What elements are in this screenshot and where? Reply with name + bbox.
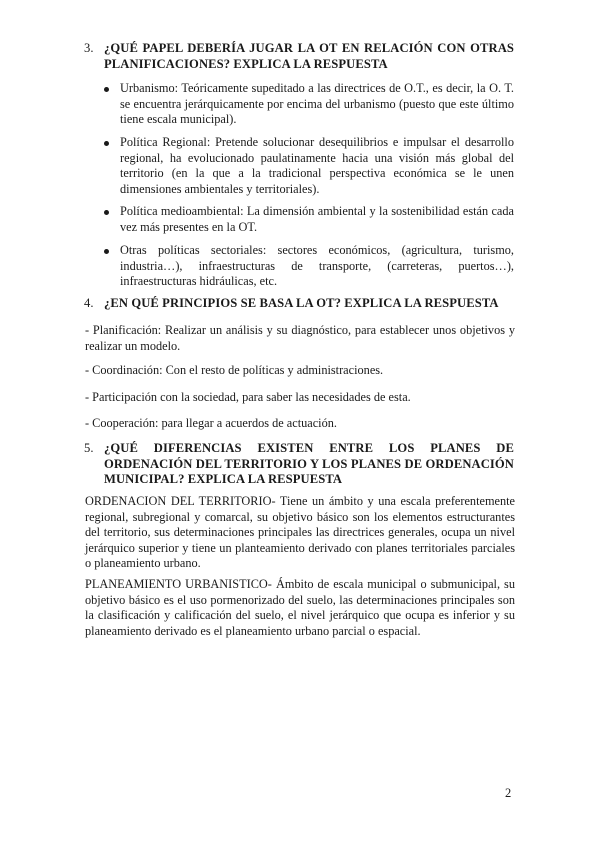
section-3-heading (84, 41, 514, 72)
bullet-dot-icon (104, 210, 109, 215)
section-5-title: ¿QUÉ DIFERENCIAS EXISTEN ENTRE LOS PLANES DE ORDENACIÓN DEL TERRITORIO Y LOS PLANES DE ORDENACIÓN MUNICIPAL? EXPLICA LA RESPUESTA (104, 441, 514, 486)
section-5-number: 5. (84, 441, 94, 455)
section-3-bullet-politica-medioambiental (120, 204, 514, 235)
bullet-text: Política Regional: Pretende solucionar desequilibrios e impulsar el desarrollo regional, ha evolucionado paulatinamente hacia una visión más global del territorio (en la que a la tradicional perspectiva económica se le unen dimensiones ambientales y territoriales). (120, 135, 514, 196)
bullet-text: Política medioambiental: La dimensión ambiental y la sostenibilidad están cada vez más presentes en la OT. (120, 204, 514, 234)
section-4-title: ¿EN QUÉ PRINCIPIOS SE BASA LA OT? EXPLICA LA RESPUESTA (104, 296, 499, 310)
section-4-item-cooperacion: - Cooperación: para llegar a acuerdos de actuación. (85, 416, 337, 430)
section-4-item-planificacion: - Planificación: Realizar un análisis y su diagnóstico, para establecer unos objetivos y realizar un modelo. (85, 323, 515, 353)
page-number: 2 (505, 786, 512, 800)
bullet-dot-icon (104, 141, 109, 146)
section-3-bullet-otras-politicas (120, 243, 514, 290)
section-5-paragraph-ordenacion-territorio: ORDENACION DEL TERRITORIO- Tiene un ámbito y una escala preferentemente regional, subregional y comarcal, su objetivo básico son los elementos estructurantes del territorio, sus determinaciones principales las directrices generales, ocupa un nivel jerárquico superior y tiene un planteamiento derivado con planes territoriales parciales o planeamiento urbano. (85, 494, 515, 570)
bullet-text: Urbanismo: Teóricamente supeditado a las directrices de O.T., es decir, la O. T. se encuentra jerárquicamente por encima del urbanismo (puesto que este último tiene escala municipal). (120, 81, 514, 126)
section-4-item-participacion: - Participación con la sociedad, para saber las necesidades de esta. (85, 390, 411, 404)
section-4-item-coordinacion: - Coordinación: Con el resto de políticas y administraciones. (85, 363, 384, 377)
section-5-heading (84, 441, 514, 488)
bullet-text: Otras políticas sectoriales: sectores económicos, (agricultura, turismo, industria…), infraestructuras de transporte, (carreteras, puertos…), infraestructuras hidráulicas, etc. (120, 243, 514, 288)
section-3-bullet-urbanismo (120, 81, 514, 128)
section-3-number: 3. (84, 41, 94, 55)
bullet-dot-icon (104, 87, 109, 92)
section-4-heading (84, 296, 514, 312)
bullet-dot-icon (104, 249, 109, 254)
section-3-title: ¿QUÉ PAPEL DEBERÍA JUGAR LA OT EN RELACIÓN CON OTRAS PLANIFICACIONES? EXPLICA LA RESPUESTA (104, 41, 514, 71)
section-3-bullet-politica-regional (120, 135, 514, 197)
section-5-paragraph-planeamiento-urbanistico: PLANEAMIENTO URBANISTICO- Ámbito de escala municipal o submunicipal, su objetivo básico es el uso pormenorizado del suelo, las determinaciones principales son la clasificación y calificación del suelo, el nivel jerárquico que ocupa es inferior y su planeamiento derivado es el planeamiento urbano parcial o espacial. (85, 577, 515, 638)
section-4-number: 4. (84, 296, 94, 310)
